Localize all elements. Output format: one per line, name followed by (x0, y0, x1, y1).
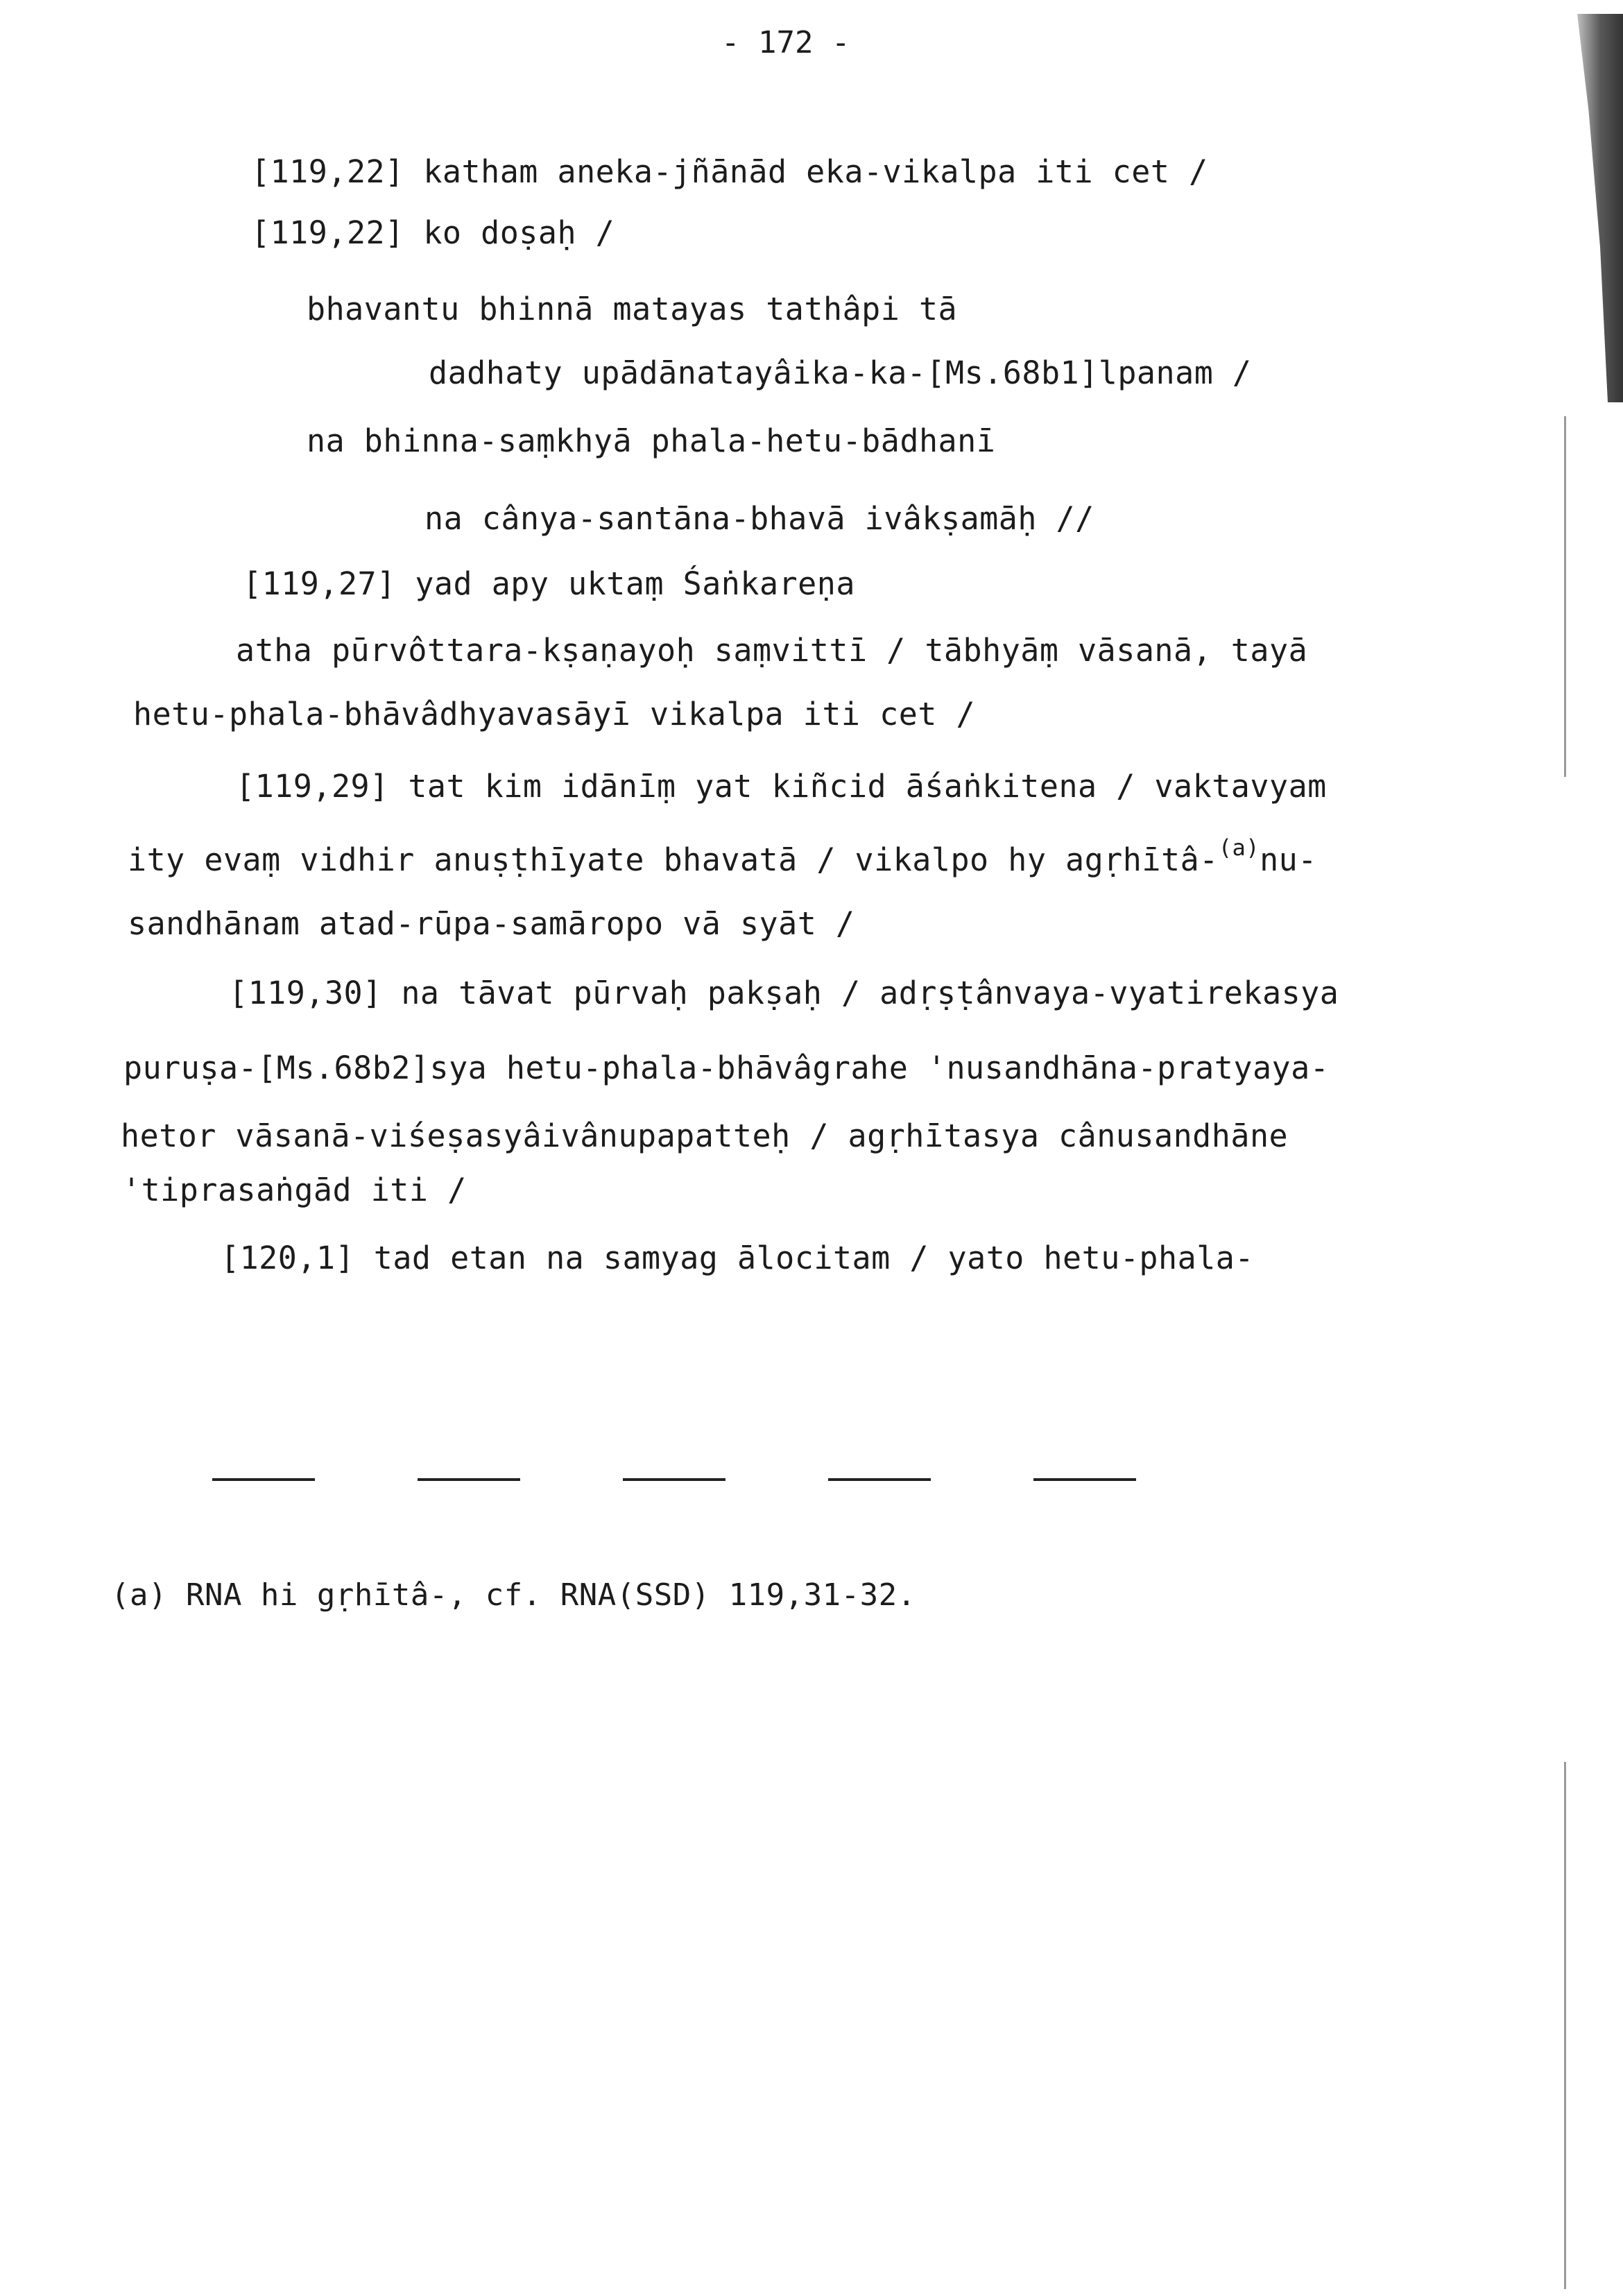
text-line: [119,30] na tāvat pūrvaḥ pakṣaḥ / adṛṣṭânvaya-vyatirekasya (229, 975, 1339, 1011)
text-line: dadhaty upādānatayâika-ka-[Ms.68b1]lpanam / (429, 354, 1252, 391)
scan-edge-line (1564, 416, 1566, 777)
text-line: puruṣa-[Ms.68b2]sya hetu-phala-bhāvâgrahe 'nusandhāna-pratyaya- (123, 1050, 1330, 1086)
text-line: sandhānam atad-rūpa-samāropo vā syāt / (128, 905, 855, 942)
text-line: 'tiprasaṅgād iti / (122, 1172, 467, 1208)
footnote-separator (623, 1478, 725, 1481)
text-line: [119,22] katham aneka-jñānād eka-vikalpa iti cet / (251, 153, 1208, 190)
footnote-separator (418, 1478, 520, 1481)
footnote-separator (212, 1478, 315, 1481)
text-line: na cânya-santāna-bhavā ivâkṣamāḥ // (424, 500, 1094, 537)
text-line: [119,27] yad apy uktaṃ Śaṅkareṇa (243, 565, 855, 602)
scan-edge-shadow (1547, 14, 1623, 402)
footnote-separator (828, 1478, 931, 1481)
text-line: ity evaṃ vidhir anuṣṭhīyate bhavatā / vikalpo hy agṛhītâ-$^{(a)}$nu- (128, 834, 1317, 878)
scan-edge-line (1564, 1762, 1566, 2289)
text-line: atha pūrvôttara-kṣaṇayoḥ saṃvittī / tābhyāṃ vāsanā, tayā (236, 632, 1308, 669)
text-line: [119,29] tat kim idānīṃ yat kiñcid āśaṅkitena / vaktavyam (236, 768, 1327, 805)
page-number: - 172 - (721, 25, 850, 60)
text-line: bhavantu bhinnā matayas tathâpi tā (307, 291, 958, 327)
text-line: [119,22] ko doṣaḥ / (251, 214, 615, 251)
text-line: [120,1] tad etan na samyag ālocitam / yato hetu-phala- (221, 1240, 1254, 1276)
text-line: hetor vāsanā-viśeṣasyâivânupapatteḥ / agṛhītasya cânusandhāne (121, 1117, 1289, 1154)
footnote-marker: (a) (1218, 834, 1260, 861)
footnote-separator (1033, 1478, 1136, 1481)
footnote: (a) RNA hi gṛhītâ-, cf. RNA(SSD) 119,31-32. (111, 1577, 916, 1613)
text-line: na bhinna-saṃkhyā phala-hetu-bādhanī (307, 422, 996, 459)
text-line: hetu-phala-bhāvâdhyavasāyī vikalpa iti cet / (133, 696, 976, 733)
